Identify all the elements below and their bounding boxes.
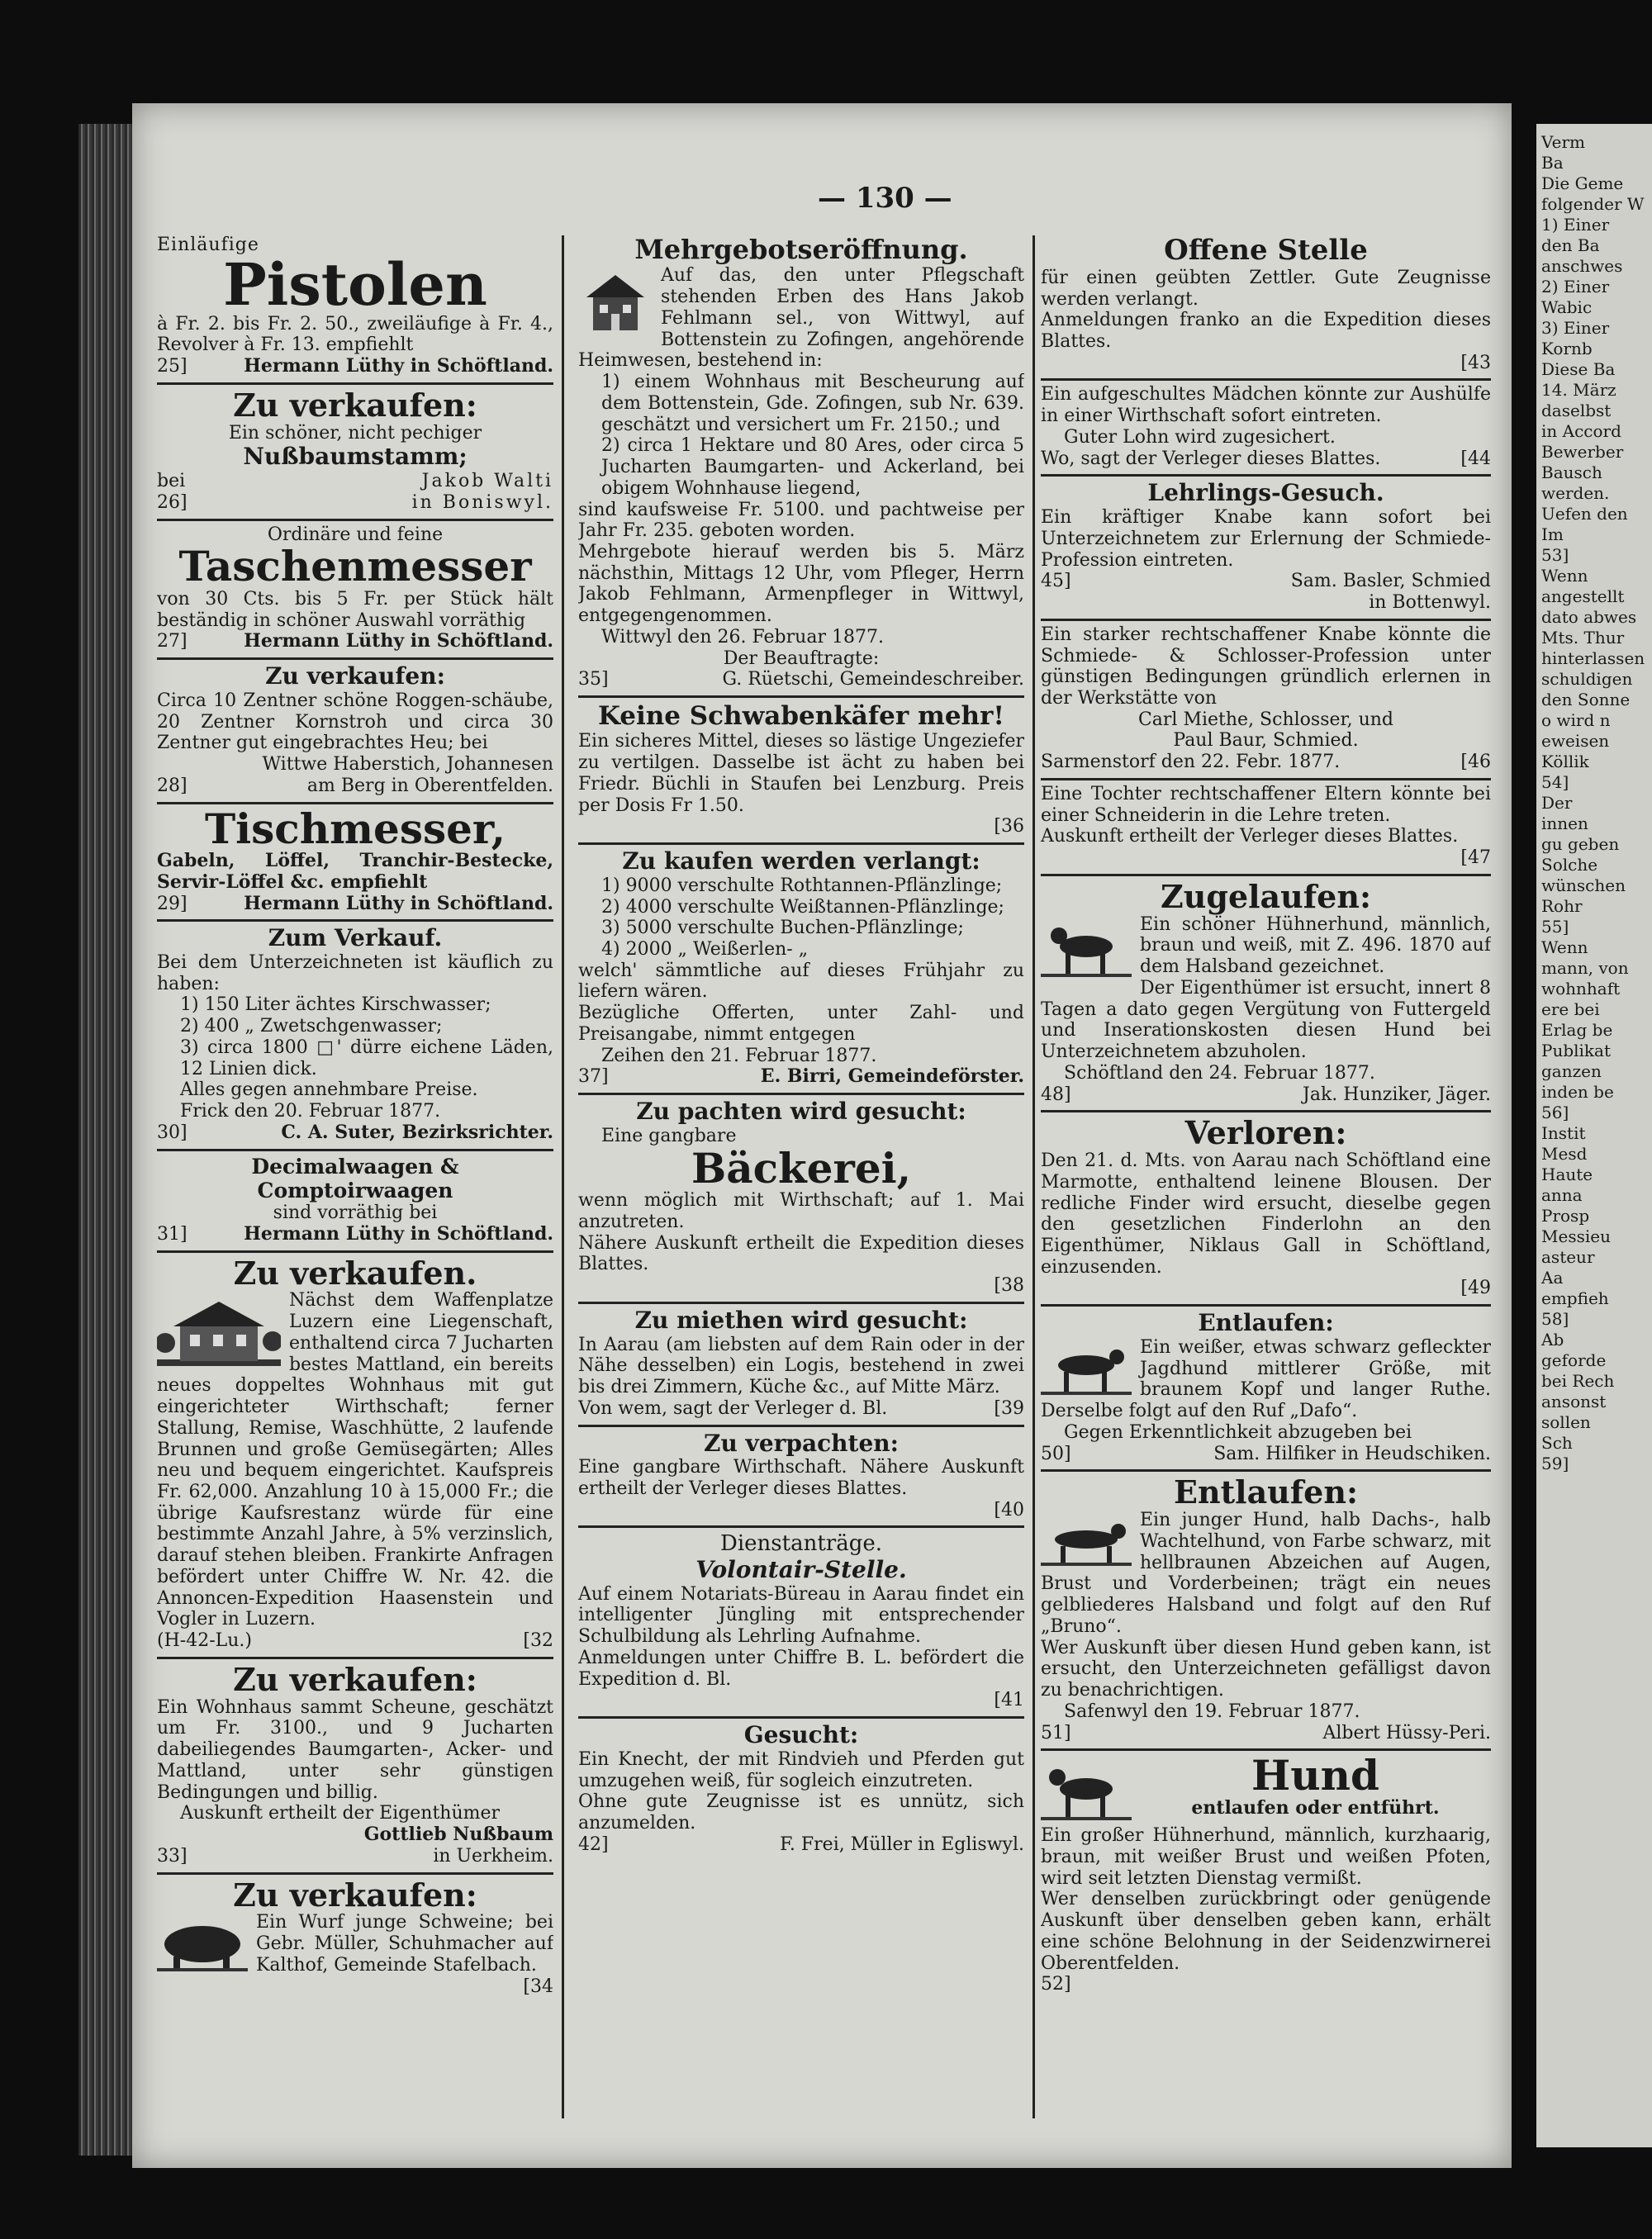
ad-number: [44 xyxy=(1460,448,1491,469)
ad-number: [38 xyxy=(994,1275,1024,1297)
ad-title: Taschenmesser xyxy=(178,542,532,591)
ad-maedchen xyxy=(1041,381,1491,477)
facing-page-line: dato abwes xyxy=(1541,607,1637,627)
facing-page-line: Bewerber xyxy=(1541,442,1624,462)
ad-number: 30] xyxy=(157,1122,188,1143)
hunting-dog-illustration xyxy=(1041,918,1132,980)
ad-body: Den 21. d. Mts. von Aarau nach Schöftland eine Marmotte, enthaltend leinene Blousen. Der redliche Finder wird ersucht, dieselbe gegen den gesetzlichen Finderlohn an den Eigenthümer, Niklaus Gall in Schöftland, einzusenden. xyxy=(1041,1150,1491,1278)
facing-page-line: 2) Einer xyxy=(1541,277,1610,296)
list-item: 1) 150 Liter ächtes Kirschwasser; xyxy=(180,994,491,1016)
ad-body: Ein kräftiger Knabe kann sofort bei Unterzeichnetem zur Erlernung der Schmiede-Profession eintreten. xyxy=(1041,507,1491,571)
ad-title: Verloren: xyxy=(1184,1114,1347,1152)
ad-body: Gegen Erkenntlichkeit abzugeben bei xyxy=(1064,1421,1412,1443)
ad-signature: Jakob Walti xyxy=(421,471,553,492)
ad-baeckerei xyxy=(578,1095,1024,1304)
facing-page-line: 1) Einer xyxy=(1541,215,1610,235)
ad-number: [32 xyxy=(523,1630,553,1652)
facing-page-line: den Sonne xyxy=(1541,690,1631,709)
ad-number: 35] xyxy=(578,669,609,690)
ad-number: [41 xyxy=(994,1690,1024,1711)
ad-signature: Jak. Hunziker, Jäger. xyxy=(1303,1084,1491,1105)
ad-body: Wo, sagt der Verleger dieses Blattes. xyxy=(1041,448,1381,469)
ad-volontair xyxy=(578,1528,1024,1719)
facing-page-line: geforde xyxy=(1541,1350,1607,1370)
list-item: 2) 400 „ Zwetschgenwasser; xyxy=(180,1016,443,1037)
facing-page-line: Uefen den xyxy=(1541,504,1628,524)
ad-body: Ein aufgeschultes Mädchen könnte zur Aushülfe in einer Wirthschaft sofort eintreten. xyxy=(1041,384,1491,427)
ad-number: [46 xyxy=(1460,752,1491,773)
ad-place: in Boniswyl. xyxy=(411,491,553,513)
ad-body: Ein junger Hund, halb Dachs-, halb Wachtelhund, von Farbe schwarz, mit hellbraunen Abzeichen auf Augen, Brust und Vorderbeinen; trägt ein neues gelbliederes Halsband und folgt auf den Ruf „Bruno“. xyxy=(1041,1510,1491,1637)
ad-body: von 30 Cts. bis 5 Fr. per Stück hält beständig in schöner Auswahl vorräthig xyxy=(157,588,553,631)
facing-page-line: Aa xyxy=(1541,1268,1564,1288)
ad-number: 50] xyxy=(1041,1443,1071,1464)
ad-body: Anmeldungen unter Chiffre B. L. befördert die Expedition d. Bl. xyxy=(578,1647,1024,1690)
ad-headline: Bäckerei, xyxy=(691,1143,912,1193)
facing-page-line: wohnhaft xyxy=(1541,979,1621,999)
ad-place: am Berg in Oberentfelden. xyxy=(306,775,553,796)
facing-page-line: bei Rech xyxy=(1541,1371,1615,1391)
ad-number: [36 xyxy=(994,816,1024,837)
facing-page-line: sollen xyxy=(1541,1412,1591,1432)
ad-place: in Bottenwyl. xyxy=(1369,592,1491,614)
list-item: 3) circa 1800 □' dürre eichene Läden, 12 Linien dick. xyxy=(180,1036,553,1079)
ad-title: Zu kaufen werden verlangt: xyxy=(622,847,980,875)
ad-number: [34 xyxy=(523,1976,553,1997)
item-list xyxy=(578,875,1024,961)
ad-title: Zu verkaufen: xyxy=(233,386,477,424)
ad-title: Keine Schwabenkäfer mehr! xyxy=(597,701,1005,732)
facing-page-line: Rohr xyxy=(1541,896,1583,916)
facing-page-line: 14. März xyxy=(1541,380,1616,400)
ad-schwabenkaefer xyxy=(578,698,1024,845)
facing-page-line: 3) Einer xyxy=(1541,318,1610,338)
ad-body: sind vorräthig bei xyxy=(273,1203,438,1224)
ad-title: Zu verpachten: xyxy=(704,1429,899,1457)
ad-pretitle: Ordinäre und feine xyxy=(267,524,444,545)
ad-number: [39 xyxy=(994,1397,1024,1419)
facing-page-line: Die Geme xyxy=(1541,173,1624,193)
ad-body: Ein Knecht, der mit Rindvieh und Pferden gut umzugehen weiß, für sogleich einzutreten. xyxy=(578,1748,1024,1791)
column-1 xyxy=(157,231,553,2118)
list-item: 2) circa 1 Hektare und 80 Ares, oder circa 5 Jucharten Baumgarten- und Ackerland, bei obigem Wohnhause liegend, xyxy=(601,435,1024,499)
ad-body: Ein schöner Hühnerhund, männlich, braun und weiß, mit Z. 496. 1870 auf dem Halsband gezeichnet. xyxy=(1140,913,1491,978)
facing-page-line: angestellt xyxy=(1541,586,1625,606)
facing-page-line: Sch xyxy=(1541,1433,1573,1453)
facing-page-line: 56] xyxy=(1541,1103,1569,1122)
facing-page-line: anna xyxy=(1541,1185,1583,1205)
ad-body: Ein schöner, nicht pechiger xyxy=(228,422,482,444)
villa-illustration xyxy=(157,1293,281,1368)
ad-title: Hund xyxy=(1251,1751,1379,1800)
facing-page-line: 53] xyxy=(1541,545,1569,565)
ad-number: 42] xyxy=(578,1833,609,1855)
ad-wohnhaus xyxy=(157,1659,553,1875)
ad-pretitle: Einläufige xyxy=(157,235,259,255)
ad-signature: Gottlieb Nußbaum xyxy=(363,1824,553,1846)
dachshund-illustration xyxy=(1041,1513,1132,1571)
ad-title: Zu miethen wird gesucht: xyxy=(634,1306,968,1334)
ad-body: Der Eigenthümer ist ersucht, innert 8 Tagen a dato gegen Vergütung von Futtergeld und Inserationskosten diesen Hund bei Unterzeichnetem abzuholen. xyxy=(1041,977,1491,1063)
facing-page-line: Wenn xyxy=(1541,937,1588,957)
ad-title: Zum Verkauf. xyxy=(268,924,443,952)
facing-page-line: Der xyxy=(1541,793,1573,813)
ad-number: 33] xyxy=(157,1845,188,1867)
ad-title: Mehrgebotseröffnung. xyxy=(634,234,968,265)
list-item: 2) 4000 verschulte Weißtannen-Pflänzlinge; xyxy=(601,896,1004,918)
ad-title: Decimalwaagen & Comptoirwaagen xyxy=(251,1154,459,1203)
ad-signature: Albert Hüssy-Peri. xyxy=(1322,1722,1491,1743)
facing-page-line: werden. xyxy=(1541,483,1610,503)
facing-page-line: o wird n xyxy=(1541,710,1611,730)
pig-illustration xyxy=(157,1915,248,1973)
facing-page-line: daselbst xyxy=(1541,401,1612,420)
ad-gesucht xyxy=(578,1719,1024,1860)
ad-signature: Hermann Lüthy in Schöftland. xyxy=(244,355,553,377)
facing-page-fragment xyxy=(1536,124,1652,2147)
ad-number: 51] xyxy=(1041,1722,1071,1743)
ad-body: Bezügliche Offerten, unter Zahl- und Preisangabe, nimmt entgegen xyxy=(578,1003,1024,1045)
list-item: 1) 9000 verschulte Rothtannen-Pflänzlinge; xyxy=(601,875,1003,896)
ad-title: Zu verkaufen: xyxy=(233,1660,477,1698)
ad-nussbaum xyxy=(157,385,553,521)
ad-body: Auf einem Notariats-Büreau in Aarau findet ein intelligenter Jüngling mit entsprechender Schulbildung als Lehrling Aufnahme. xyxy=(578,1583,1024,1648)
ad-hund xyxy=(1041,1751,1491,2000)
ad-verloren xyxy=(1041,1112,1491,1307)
ad-title: Zu verkaufen. xyxy=(233,1254,477,1292)
facing-page-line: mann, von xyxy=(1541,958,1629,978)
facing-page-line: wünschen xyxy=(1541,875,1626,895)
ad-body: Ein starker rechtschaffener Knabe könnte die Schmiede- & Schlosser-Profession unter günstigen Bedingungen gründlich erlernen in der Werkstätte von xyxy=(1041,624,1491,709)
facing-page-line: ganzen xyxy=(1541,1061,1602,1081)
page-number: — 130 — xyxy=(818,182,952,215)
ad-title: Pistolen xyxy=(223,249,487,319)
list-item: 3) 5000 verschulte Buchen-Pflänzlinge; xyxy=(601,918,964,939)
facing-page-line: Wenn xyxy=(1541,566,1588,586)
ad-signature: E. Birri, Gemeindeförster. xyxy=(760,1065,1024,1088)
ad-schlosser xyxy=(1041,621,1491,780)
ad-body: Mehrgebote hierauf werden bis 5. März nächsthin, Mittags 12 Uhr, vom Pfleger, Herrn Jakob Fehlmann, Armenpfleger in Wittwyl, entgegengenommen. xyxy=(578,541,1024,627)
facing-page-line: Kornb xyxy=(1541,339,1593,358)
ad-signature: Hermann Lüthy in Schöftland. xyxy=(244,892,553,914)
ad-body: Ein sicheres Mittel, dieses so lästige Ungeziefer zu vertilgen. Dasselbe ist ächt zu haben bei Friedr. Büchli in Staufen bei Lenzburg. Preis per Dosis Fr 1.50. xyxy=(578,731,1024,816)
ad-body: für einen geübten Zettler. Gute Zeugnisse werden verlangt. xyxy=(1041,267,1491,310)
ad-signature: Paul Baur, Schmied. xyxy=(1173,730,1359,752)
ad-signature: F. Frei, Müller in Egliswyl. xyxy=(780,1833,1024,1855)
ad-signature: Wittwe Haberstich, Johannesen xyxy=(262,754,553,776)
facing-page-line: eweisen xyxy=(1541,731,1610,751)
facing-page-line: ere bei xyxy=(1541,999,1600,1019)
ad-zugelaufen xyxy=(1041,876,1491,1112)
ad-body: Wer Auskunft über diesen Hund geben kann, ist ersucht, den Unterzeichneten gefälligst davon zu benachrichtigen. xyxy=(1041,1637,1491,1701)
list-item: 1) einem Wohnhaus mit Bescheurung auf dem Bottenstein, Gde. Zofingen, sub Nr. 639. geschätzt und versichert um Fr. 2150.; und xyxy=(601,372,1024,435)
ad-body: Von wem, sagt der Verleger d. Bl. xyxy=(578,1397,888,1419)
newspaper-page xyxy=(132,103,1512,2168)
facing-page-line: Verm xyxy=(1541,132,1585,152)
facing-page-line: Mts. Thur xyxy=(1541,628,1625,648)
facing-page-line: Haute xyxy=(1541,1165,1593,1184)
column-rule xyxy=(1032,235,1035,2118)
facing-page-line: Diese Ba xyxy=(1541,359,1616,379)
facing-page-line: Köllik xyxy=(1541,752,1589,771)
ad-date: Zeihen den 21. Februar 1877. xyxy=(601,1045,877,1066)
book-page-edges xyxy=(78,124,136,2156)
ad-number: [49 xyxy=(1460,1278,1491,1299)
ad-signature: Sam. Basler, Schmied xyxy=(1290,571,1491,592)
facing-page-line: Messieu xyxy=(1541,1226,1611,1246)
facing-page-line: Mesd xyxy=(1541,1144,1588,1164)
facing-page-line: Ab xyxy=(1541,1330,1564,1350)
ad-number: 48] xyxy=(1041,1084,1071,1105)
ad-title: Zugelaufen: xyxy=(1161,877,1371,915)
ad-title: Zu pachten wird gesucht: xyxy=(636,1098,966,1126)
facing-page-line: ansonst xyxy=(1541,1392,1607,1411)
ad-offene-stelle xyxy=(1041,231,1491,381)
ad-date: Wittwyl den 26. Februar 1877. xyxy=(601,626,884,648)
ad-body: Alles gegen annehmbare Preise. xyxy=(180,1079,478,1101)
ad-logis xyxy=(578,1304,1024,1427)
facing-page-line: folgender W xyxy=(1541,194,1645,214)
ad-number: 37] xyxy=(578,1066,609,1088)
ad-title: Entlaufen: xyxy=(1173,1473,1358,1511)
facing-page-line: Im xyxy=(1541,524,1564,544)
house-illustration xyxy=(578,268,653,334)
ad-mehrgebot xyxy=(578,231,1024,698)
ad-schweine xyxy=(157,1875,553,2003)
ad-signature: Sam. Hilfiker in Heudschiken. xyxy=(1213,1443,1491,1464)
ad-body: Anmeldungen franko an die Expedition dieses Blattes. xyxy=(1041,310,1491,352)
ad-place: in Uerkheim. xyxy=(433,1845,553,1867)
ad-roggen xyxy=(157,660,553,804)
ad-code: (H-42-Lu.) xyxy=(157,1630,252,1652)
ad-title: Zu verkaufen: xyxy=(233,1876,477,1914)
facing-page-line: 58] xyxy=(1541,1309,1569,1329)
facing-page-line: inden be xyxy=(1541,1082,1614,1102)
facing-page-line: Ba xyxy=(1541,153,1564,173)
item-list xyxy=(578,372,1024,499)
facing-page-line: 59] xyxy=(1541,1454,1569,1473)
facing-page-line: in Accord xyxy=(1541,421,1621,441)
column-2 xyxy=(578,231,1024,2118)
ad-number: 27] xyxy=(157,631,188,652)
ad-pflanzlinge xyxy=(578,845,1024,1095)
column-3 xyxy=(1041,231,1491,2118)
ad-luzern xyxy=(157,1253,553,1659)
ad-body: sind kaufsweise Fr. 5100. und pachtweise per Jahr Fr. 235. geboten worden. xyxy=(578,499,1024,542)
facing-page-line: Erlag be xyxy=(1541,1020,1613,1040)
ad-signature: C. A. Suter, Bezirksrichter. xyxy=(281,1121,553,1143)
ad-body: In Aarau (am liebsten auf dem Rain oder in der Nähe desselben) ein Logis, bestehend in zwei bis drei Zimmern, Küche &c., auf Mitte März. xyxy=(578,1334,1024,1398)
ad-body: welch' sämmtliche auf dieses Frühjahr zu liefern wären. xyxy=(578,960,1024,1003)
ad-lehrling xyxy=(1041,477,1491,620)
ad-tochter xyxy=(1041,780,1491,876)
ad-signature: G. Rüetschi, Gemeindeschreiber. xyxy=(722,669,1024,690)
facing-page-line: Bausch xyxy=(1541,463,1602,482)
ad-body: Nächst dem Waffenplatze Luzern eine Liegenschaft, enthaltend circa 7 Jucharten bestes Mattland, ein bereits neues doppeltes Wohnhaus mit gut eingerichteter Wirthschaft; ferner Stallung, Remise, Waschhütte, 2 laufende Brunnen und große Gemüsegärten; Alles neu und bequem eingerichtet. Kaufspreis Fr. 62,000. Anzahlung 10 à 15,000 Fr.; die übrige Kaufsrestanz würde für eine bestimmte Anzahl Jahre, à 5% verzinslich, darauf stehen bleiben. Frankirte Anfragen befördert unter Chiffre W. Nr. 42. die Annoncen-Expedition Haasenstein und Vogler in Luzern. xyxy=(157,1290,553,1630)
ad-verpachten xyxy=(578,1427,1024,1529)
list-item: 4) 2000 „ Weißerlen- „ xyxy=(601,939,809,961)
ad-body: Bei dem Unterzeichneten ist käuflich zu haben: xyxy=(157,952,553,994)
ad-body: Auskunft ertheilt der Verleger dieses Blattes. xyxy=(1041,826,1459,847)
ad-body: Ein Wurf junge Schweine; bei Gebr. Müller, Schuhmacher auf Kalthof, Gemeinde Stafelbach. xyxy=(256,1912,553,1976)
ad-pretitle: Eine gangbare xyxy=(601,1125,737,1146)
ad-item: Nußbaumstamm; xyxy=(243,443,468,471)
ad-date: Sarmenstorf den 22. Febr. 1877. xyxy=(1041,752,1341,773)
ad-subtitle: entlaufen oder entführt. xyxy=(1191,1796,1440,1819)
ad-body: Ein weißer, etwas schwarz gefleckter Jagdhund mittlerer Größe, mit braunem Kopf und langer Ruthe. Derselbe folgt auf den Ruf „Dafo“. xyxy=(1041,1336,1491,1422)
ad-title: Offene Stelle xyxy=(1164,234,1368,267)
facing-page-text xyxy=(1536,124,1652,1482)
facing-page-line: innen xyxy=(1541,814,1588,833)
ad-body: wenn möglich mit Wirthschaft; auf 1. Mai anzutreten. xyxy=(578,1190,1024,1232)
ad-waagen xyxy=(157,1151,553,1253)
ad-title: Lehrlings-Gesuch. xyxy=(1147,479,1384,507)
facing-page-line: Publikat xyxy=(1541,1041,1612,1060)
ad-body: Ein Wohnhaus sammt Scheune, geschätzt um Fr. 3100., und 9 Jucharten dabeiliegendes Baumgarten-, Acker- und Mattland, unter sehr günstigen Bedingungen und billig. xyxy=(157,1696,553,1803)
ad-number: 29] xyxy=(157,893,188,914)
ad-date: Schöftland den 24. Februar 1877. xyxy=(1064,1062,1375,1084)
ad-body: Auf das, den unter Pflegschaft stehenden Erben des Hans Jakob Fehlmann sel., von Wittwyl, auf Bottenstein zu Zofingen, angehörende Heimwesen, bestehend in: xyxy=(578,265,1024,372)
ad-entlaufen-1 xyxy=(1041,1307,1491,1472)
ad-body: Auskunft ertheilt der Eigenthümer xyxy=(180,1803,501,1824)
ad-body: Gabeln, Löffel, Tranchir-Bestecke, Servir-Löffel &c. empfiehlt xyxy=(157,850,553,893)
ad-body: Circa 10 Zentner schöne Roggen-schäube, 20 Zentner Kornstroh und circa 30 Zentner gut eingebrachtes Heu; bei xyxy=(157,690,553,754)
ad-number: [43 xyxy=(1460,352,1491,373)
ad-number: [47 xyxy=(1460,847,1491,869)
ad-number: 45] xyxy=(1041,571,1071,592)
item-list xyxy=(157,994,553,1079)
column-rule xyxy=(562,235,564,2118)
ad-title: Zu verkaufen: xyxy=(265,662,445,690)
facing-page-line: Wabic xyxy=(1541,297,1593,317)
ad-body: Guter Lohn wird zugesichert. xyxy=(1064,426,1336,448)
ad-pistolen xyxy=(157,231,553,385)
facing-page-line: Solche xyxy=(1541,855,1598,875)
facing-page-line: 54] xyxy=(1541,772,1569,792)
ad-body: bei xyxy=(157,471,186,492)
section-heading: Dienstanträge. xyxy=(719,1531,882,1557)
ad-body: Eine Tochter rechtschaffener Eltern könnte bei einer Schneiderin in die Lehre treten. xyxy=(1041,783,1491,826)
facing-page-line: den Ba xyxy=(1541,235,1600,255)
ad-number: 26] xyxy=(157,491,188,513)
pointer-dog-illustration xyxy=(1041,1340,1132,1398)
ad-number: 31] xyxy=(157,1223,188,1245)
facing-page-line: anschwes xyxy=(1541,256,1623,276)
ad-title: Tischmesser, xyxy=(204,804,506,853)
ad-entlaufen-2 xyxy=(1041,1472,1491,1751)
ad-date: Frick den 20. Februar 1877. xyxy=(180,1101,441,1122)
ad-title: Volontair-Stelle. xyxy=(695,1555,907,1583)
ad-body: Wer denselben zurückbringt oder genügende Auskunft über denselben geben kann, erhält eine schöne Belohnung in der Seidenzwirnerei Oberentfelden. xyxy=(1041,1889,1491,1974)
ad-zum-verkauf xyxy=(157,922,553,1150)
facing-page-line: empfieh xyxy=(1541,1288,1609,1308)
ad-body: Nähere Auskunft ertheilt die Expedition dieses Blattes. xyxy=(578,1232,1024,1275)
facing-page-line: Instit xyxy=(1541,1123,1586,1143)
ad-body: Ein großer Hühnerhund, männlich, kurzhaarig, braun, mit weißer Brust und weißen Pfoten, wird seit letzten Dienstag vermißt. xyxy=(1041,1825,1491,1889)
ad-taschenmesser xyxy=(157,521,553,660)
ad-signature: Hermann Lüthy in Schöftland. xyxy=(244,630,553,652)
ad-number: 52] xyxy=(1041,1974,1071,1995)
ad-date: Safenwyl den 19. Februar 1877. xyxy=(1064,1701,1360,1722)
ad-signature: Carl Miethe, Schlosser, und xyxy=(1137,709,1394,730)
ad-tischmesser xyxy=(157,804,553,923)
ad-number: [40 xyxy=(994,1499,1024,1520)
ad-signature: Hermann Lüthy in Schöftland. xyxy=(244,1222,553,1245)
ad-number: 25] xyxy=(157,356,188,377)
facing-page-line: asteur xyxy=(1541,1247,1595,1267)
facing-page-line: 55] xyxy=(1541,917,1569,937)
ad-title: Gesucht: xyxy=(743,1721,859,1749)
facing-page-line: gu geben xyxy=(1541,834,1620,854)
facing-page-line: hinterlassen xyxy=(1541,648,1645,668)
ad-title: Entlaufen: xyxy=(1198,1309,1334,1337)
ad-number: 28] xyxy=(157,775,188,796)
hound-illustration xyxy=(1041,1758,1132,1824)
ad-body: Eine gangbare Wirthschaft. Nähere Auskunft ertheilt der Verleger dieses Blattes. xyxy=(578,1457,1024,1499)
facing-page-line: Prosp xyxy=(1541,1206,1590,1226)
facing-page-line: schuldigen xyxy=(1541,669,1633,689)
ad-body: Ohne gute Zeugnisse ist es unnütz, sich anzumelden. xyxy=(578,1791,1024,1833)
ad-body: Der Beauftragte: xyxy=(723,648,880,669)
ad-body: à Fr. 2. bis Fr. 2. 50., zweiläufige à Fr. 4., Revolver à Fr. 13. empfiehlt xyxy=(157,313,553,356)
